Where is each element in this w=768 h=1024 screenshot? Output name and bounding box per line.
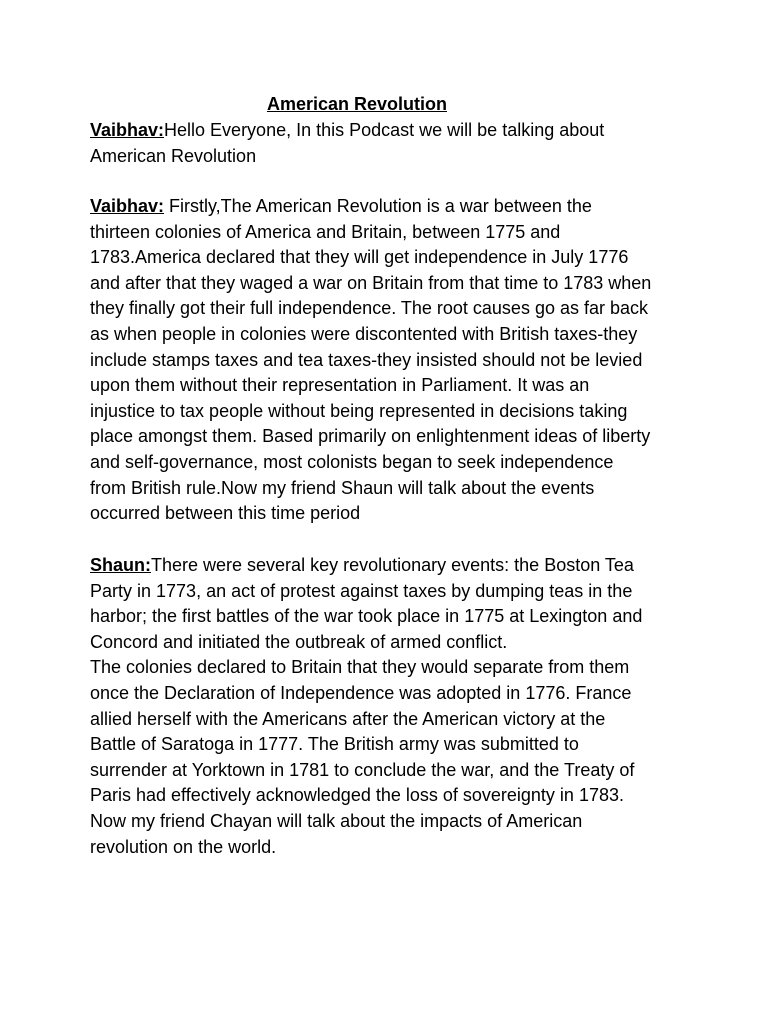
line-text: There were several key revolutionary events: the Boston Tea	[151, 555, 634, 575]
paragraph-line: from British rule.Now my friend Shaun will talk about the events	[90, 477, 595, 498]
paragraph-line: The colonies declared to Britain that they would separate from them	[90, 657, 630, 678]
paragraph-line: revolution on the world.	[90, 836, 277, 857]
paragraph-intro	[90, 118, 690, 169]
paragraph-line: Now my friend Chayan will talk about the impacts of American	[90, 810, 583, 831]
paragraph-line: American Revolution	[90, 145, 257, 166]
paragraph-line: and self-governance, most colonists began to seek independence	[90, 451, 614, 472]
paragraph-line: surrender at Yorktown in 1781 to conclude the war, and the Treaty of	[90, 759, 635, 780]
paragraph-shaun-events	[90, 553, 690, 860]
paragraph-line	[90, 118, 690, 144]
paragraph-line	[90, 553, 690, 579]
speaker-name: Shaun:	[90, 555, 151, 575]
paragraph-line: they finally got their full independence. The root causes go as far back	[90, 298, 649, 319]
paragraph-line: thirteen colonies of America and Britain, between 1775 and	[90, 221, 561, 242]
speaker-name: Vaibhav:	[90, 196, 165, 216]
paragraph-line: upon them without their representation in Parliament. It was an	[90, 375, 590, 396]
paragraph-line: injustice to tax people without being represented in decisions taking	[90, 400, 628, 421]
paragraph-line	[90, 194, 690, 220]
speaker-name: Vaibhav:	[90, 120, 165, 140]
paragraph-line: occurred between this time period	[90, 503, 361, 524]
line-text: Hello Everyone, In this Podcast we will be talking about	[164, 120, 605, 140]
paragraph-line: Paris had effectively acknowledged the loss of sovereignty in 1783.	[90, 785, 624, 806]
paragraph-line: include stamps taxes and tea taxes-they insisted should not be levied	[90, 349, 643, 370]
paragraph-line: harbor; the first battles of the war took place in 1775 at Lexington and	[90, 606, 643, 627]
paragraph-line: and after that they waged a war on Britain from that time to 1783 when	[90, 272, 652, 293]
document-title: American Revolution	[266, 94, 448, 114]
paragraph-vaibhav-background	[90, 194, 690, 527]
paragraph-line: place amongst them. Based primarily on enlightenment ideas of liberty	[90, 426, 651, 447]
line-text: Firstly,The American Revolution is a war between the	[164, 196, 592, 216]
paragraph-line: allied herself with the Americans after the American victory at the	[90, 708, 606, 729]
paragraph-line: Concord and initiated the outbreak of armed conflict.	[90, 631, 508, 652]
paragraph-line: once the Declaration of Independence was adopted in 1776. France	[90, 682, 632, 703]
paragraph-line: Party in 1773, an act of protest against taxes by dumping teas in the	[90, 580, 633, 601]
paragraph-line: Battle of Saratoga in 1777. The British army was submitted to	[90, 734, 579, 755]
paragraph-line: 1783.America declared that they will get independence in July 1776	[90, 247, 629, 268]
paragraph-line: as when people in colonies were discontented with British taxes-they	[90, 323, 638, 344]
